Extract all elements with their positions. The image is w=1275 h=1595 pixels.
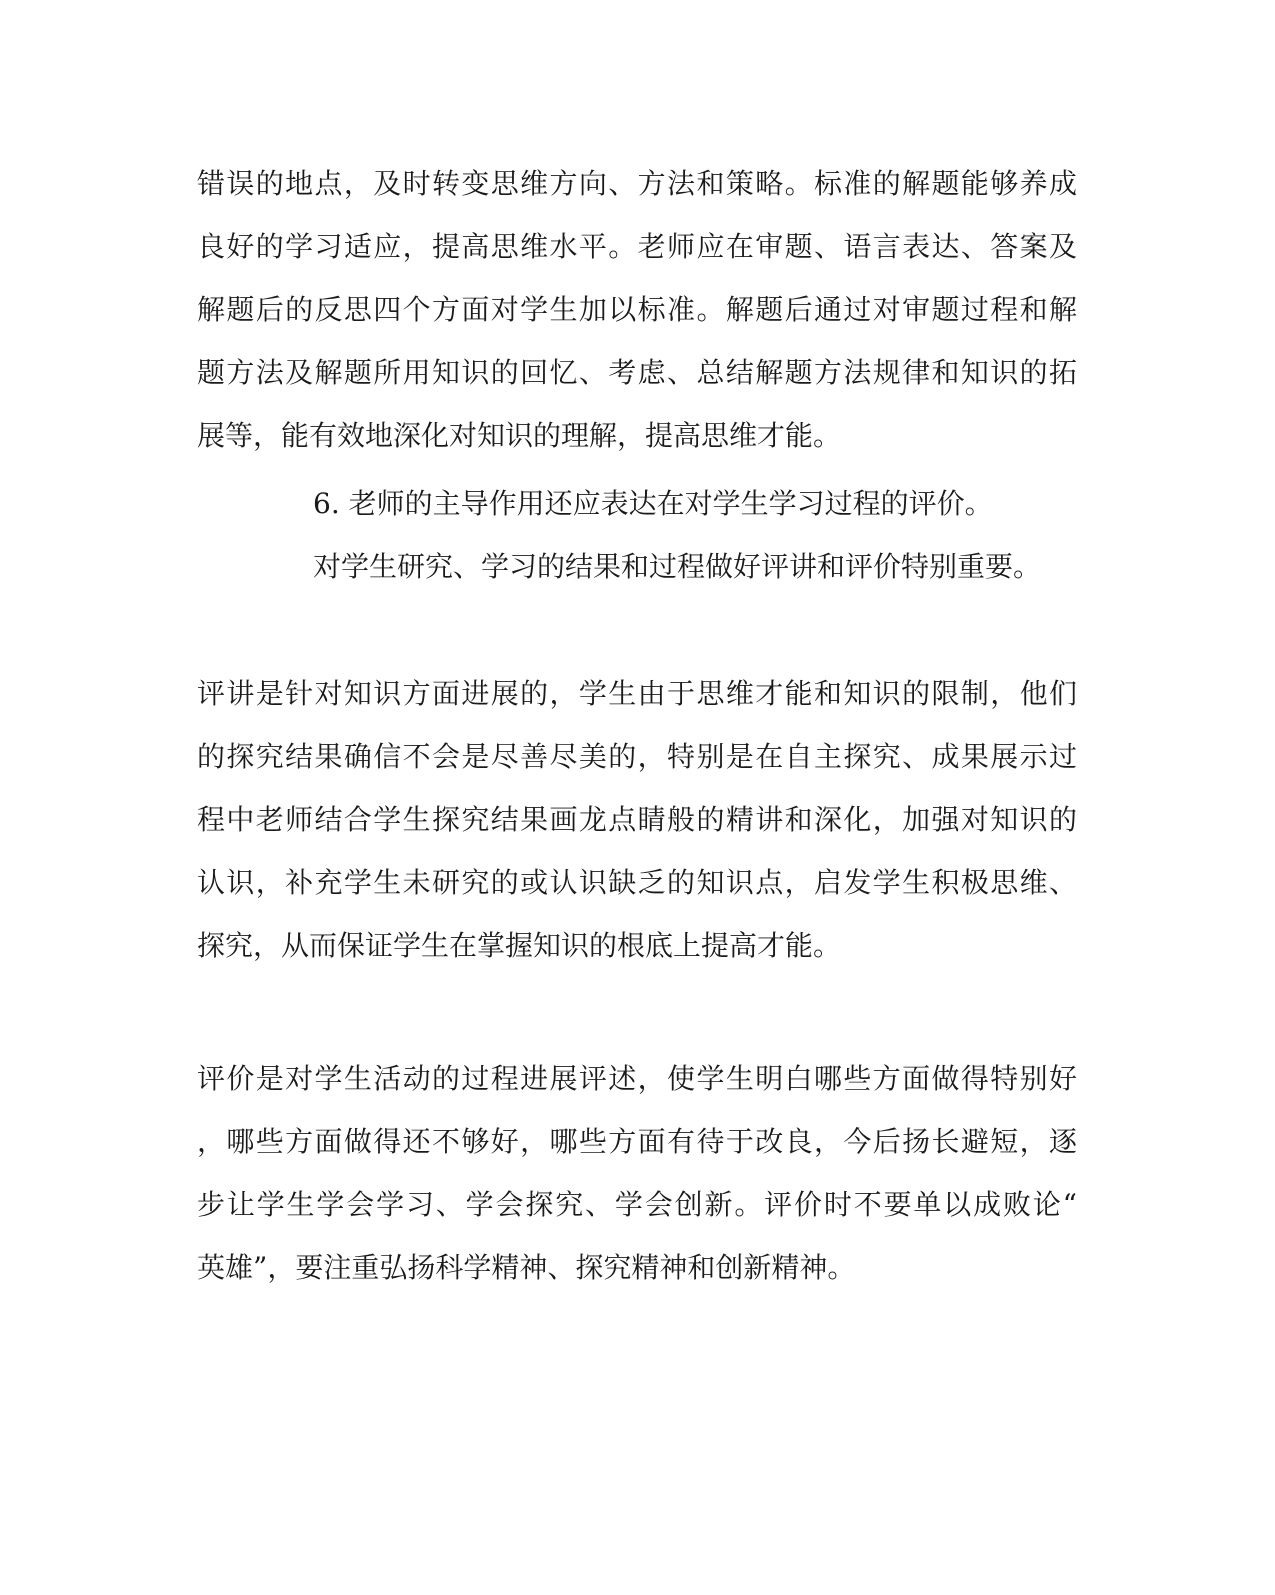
paragraph-2-line-5: 探究，从而保证学生在掌握知识的根底上提高才能。 (197, 929, 842, 962)
paragraph-1-line-5: 展等，能有效地深化对知识的理解，提高思维才能。 (197, 419, 842, 452)
paragraph-2-line-4: 认识，补充学生未研究的或认识缺乏的知识点，启发学生积极思维、 (197, 866, 1077, 899)
paragraph-3-line-3: 步让学生学会学习、学会探究、学会创新。评价时不要单以成败论“ (197, 1188, 1077, 1221)
paragraph-1-line-2: 良好的学习适应，提高思维水平。老师应在审题、语言表达、答案及 (197, 230, 1077, 263)
paragraph-3-line-4: 英雄”，要注重弘扬科学精神、探究精神和创新精神。 (197, 1251, 856, 1284)
paragraph-2-line-3: 程中老师结合学生探究结果画龙点睛般的精讲和深化，加强对知识的 (197, 803, 1077, 836)
paragraph-1-line-1: 错误的地点，及时转变思维方向、方法和策略。标准的解题能够养成 (197, 167, 1077, 200)
paragraph-3-line-1: 评价是对学生活动的过程进展评述，使学生明白哪些方面做得特别好 (197, 1062, 1077, 1095)
paragraph-2-line-1: 评讲是针对知识方面进展的，学生由于思维才能和知识的限制，他们 (197, 677, 1077, 710)
paragraph-1-line-4: 题方法及解题所用知识的回忆、考虑、总结解题方法规律和知识的拓 (197, 356, 1077, 389)
paragraph-3-line-2: ，哪些方面做得还不够好，哪些方面有待于改良，今后扬长避短，逐 (197, 1125, 1077, 1158)
intro-line: 对学生研究、学习的结果和过程做好评讲和评价特别重要。 (313, 550, 1042, 583)
paragraph-2-line-2: 的探究结果确信不会是尽善尽美的，特别是在自主探究、成果展示过 (197, 740, 1077, 773)
paragraph-1-line-3: 解题后的反思四个方面对学生加以标准。解题后通过对审题过程和解 (197, 293, 1077, 326)
section-heading-6: 6. 老师的主导作用还应表达在对学生学习过程的评价。 (313, 487, 993, 520)
